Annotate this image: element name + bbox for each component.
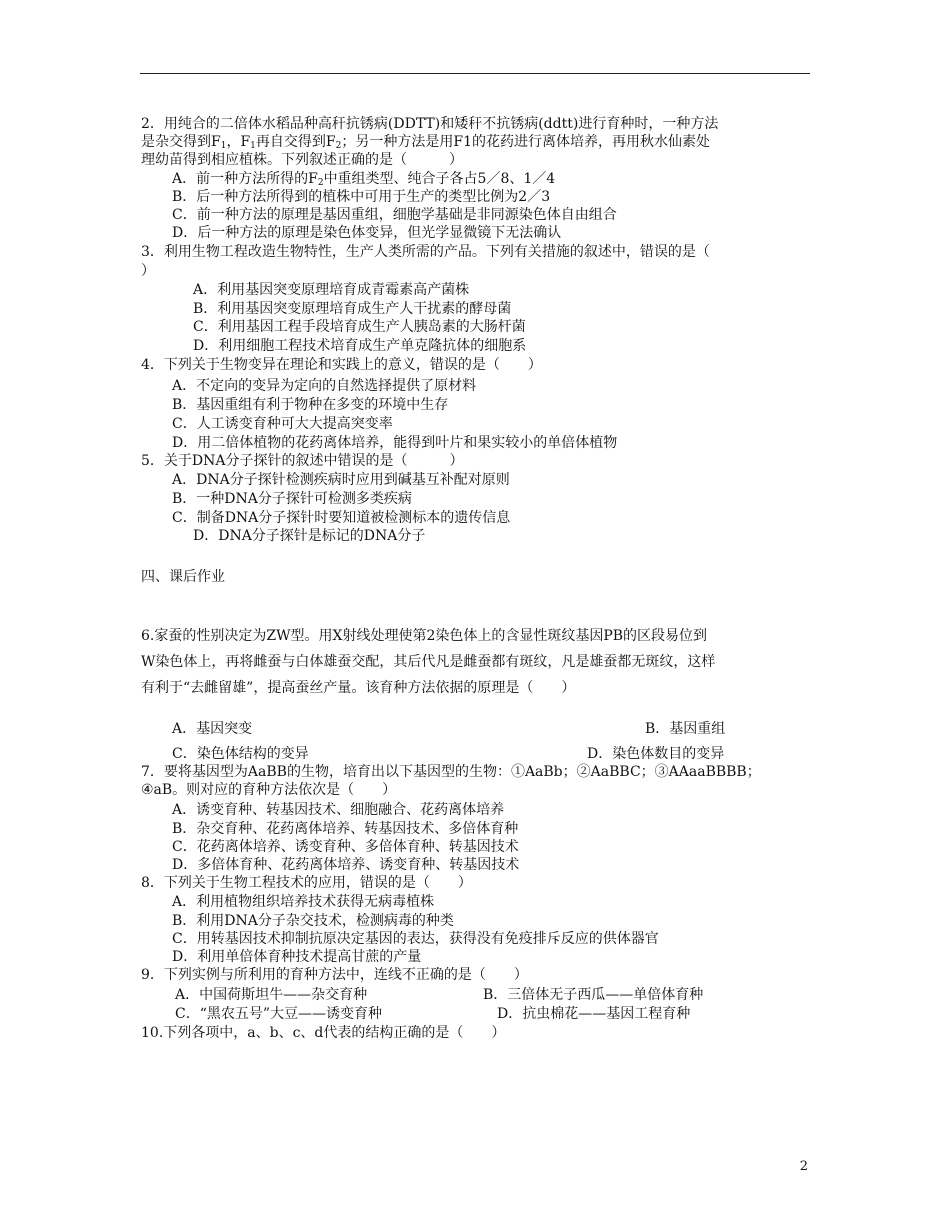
q3-option-c: C．利用基因工程手段培育成生产人胰岛素的大肠杆菌 — [193, 319, 526, 335]
q5-option-c: C．制备DNA分子探针时要知道被检测标本的遗传信息 — [172, 510, 511, 526]
q4-option-b: B．基因重组有利于物种在多变的环境中生存 — [172, 397, 449, 413]
q7-option-b: B．杂交育种、花药离体培养、转基因技术、多倍体育种 — [172, 821, 519, 837]
q2-option-d: D．后一种方法的原理是染色体变异，但光学显微镜下无法确认 — [172, 225, 562, 241]
q9-option-a: A．中国荷斯坦牛——杂交育种 — [175, 987, 368, 1003]
q2-stem-line3: 理幼苗得到相应植株。下列叙述正确的是（ ） — [141, 152, 463, 168]
q5-option-a: A．DNA分子探针检测疾病时应用到碱基互补配对原则 — [172, 472, 510, 488]
q6-stem-line2: W染色体上，再将雌蚕与白体雄蚕交配，其后代凡是雌蚕都有斑纹，凡是雄蚕都无斑纹，这样 — [141, 654, 716, 670]
q8-option-c: C．用转基因技术抑制抗原决定基因的表达，获得没有免疫排斥反应的供体器官 — [172, 931, 659, 947]
q7-stem-line2: ④aB。则对应的育种方法依次是（ ） — [141, 782, 397, 798]
page-number: 2 — [799, 1159, 808, 1174]
q5-stem: 5．关于DNA分子探针的叙述中错误的是（ ） — [141, 453, 464, 469]
q9-option-b: B．三倍体无子西瓜——单倍体育种 — [483, 987, 704, 1003]
q8-option-d: D．利用单倍体育种技术提高甘蔗的产量 — [172, 949, 422, 965]
q2-stem-line1: 2．用纯合的二倍体水稻品种高秆抗锈病(DDTT)和矮秆不抗锈病(ddtt)进行育种时，一种方法 — [141, 116, 719, 132]
q7-option-c: C．花药离体培养、诱变育种、多倍体育种、转基因技术 — [172, 839, 519, 855]
q7-stem-line1: 7．要将基因型为AaBB的生物，培育出以下基因型的生物：①AaBb；②AaBBC；③AAaaBBBB； — [141, 764, 761, 780]
q6-stem-line1: 6.家蚕的性别决定为ZW型。用X射线处理使第2染色体上的含显性斑纹基因PB的区段易位到 — [141, 628, 708, 644]
section-title: 四、课后作业 — [141, 569, 225, 585]
header-rule — [140, 73, 810, 74]
q9-option-d: D．抗虫棉花——基因工程育种 — [497, 1006, 691, 1022]
q2-option-c: C．前一种方法的原理是基因重组，细胞学基础是非同源染色体自由组合 — [172, 207, 617, 223]
q3-stem-line2: ） — [141, 263, 155, 279]
q3-option-b: B．利用基因突变原理培育成生产人干扰素的酵母菌 — [193, 301, 512, 317]
q7-option-a: A．诱变育种、转基因技术、细胞融合、花药离体培养 — [172, 802, 505, 818]
q3-option-d: D．利用细胞工程技术培育成生产单克隆抗体的细胞系 — [193, 338, 527, 354]
q4-stem: 4．下列关于生物变异在理论和实践上的意义，错误的是（ ） — [141, 357, 542, 373]
q7-option-d: D．多倍体育种、花药离体培养、诱变育种、转基因技术 — [172, 857, 520, 873]
q6-option-b: B．基因重组 — [645, 721, 726, 737]
q2-option-a: A．前一种方法所得的$F_2$中重组类型、纯合子各占5／8、1／4 — [172, 171, 556, 188]
q9-stem: 9．下列实例与所利用的育种方法中，连线不正确的是（ ） — [141, 967, 528, 983]
q6-option-c: C．染色体结构的变异 — [172, 746, 309, 762]
q3-option-a: A．利用基因突变原理培育成青霉素高产菌株 — [193, 282, 470, 298]
q3-stem-line1: 3．利用生物工程改造生物特性，生产人类所需的产品。下列有关措施的叙述中，错误的是（ — [141, 244, 710, 260]
q4-option-a: A．不定向的变异为定向的自然选择提供了原材料 — [172, 378, 477, 394]
q2-option-b: B．后一种方法所得到的植株中可用于生产的类型比例为2／3 — [172, 189, 551, 205]
q8-stem: 8．下列关于生物工程技术的应用，错误的是（ ） — [141, 875, 472, 891]
q4-option-c: C．人工诱变育种可大大提高突变率 — [172, 416, 393, 432]
q2-stem-line2: 是杂交得到$F_1$，$F_1$再自交得到$F_2$；另一种方法是用F1的花药进行离体培养，再用秋水仙素处 — [141, 134, 710, 151]
q8-option-b: B．利用DNA分子杂交技术，检测病毒的种类 — [172, 913, 454, 929]
q4-option-d: D．用二倍体植物的花药离体培养，能得到叶片和果实较小的单倍体植物 — [172, 435, 618, 451]
q10-stem: 10.下列各项中，a、b、c、d代表的结构正确的是（ ） — [141, 1025, 506, 1041]
q5-option-b: B．一种DNA分子探针可检测多类疾病 — [172, 491, 412, 507]
q6-stem-line3: 有利于“去雌留雄”，提高蚕丝产量。该育种方法依据的原理是（ ） — [141, 680, 576, 696]
q6-option-a: A．基因突变 — [172, 721, 253, 737]
q6-option-d: D．染色体数目的变异 — [587, 746, 725, 762]
q9-option-c: C．“黑农五号”大豆——诱变育种 — [175, 1006, 383, 1022]
q5-option-d: D．DNA分子探针是标记的DNA分子 — [193, 528, 426, 544]
q8-option-a: A．利用植物组织培养技术获得无病毒植株 — [172, 894, 435, 910]
